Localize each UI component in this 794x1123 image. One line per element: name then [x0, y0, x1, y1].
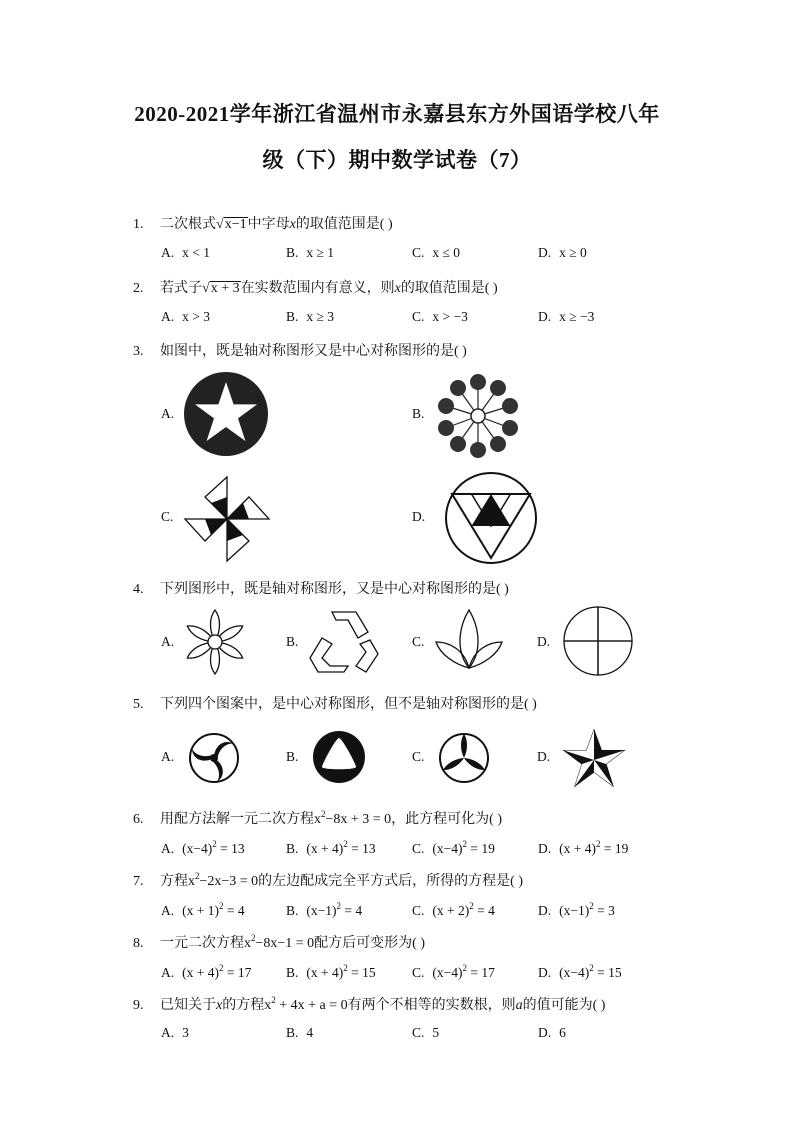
radicand: x−1	[224, 217, 247, 232]
question-number: 2.	[133, 281, 144, 296]
question-text: −8x−1 = 0配方后可变形为( )	[255, 936, 426, 951]
option-text: x ≥ −3	[559, 309, 595, 324]
exponent: 2	[469, 901, 474, 911]
figure-label-c: C.	[412, 634, 425, 649]
option-text: x ≤ 0	[432, 245, 461, 260]
question-text: 如图中，既是轴对称图形又是中心对称图形的是( )	[160, 344, 467, 359]
question-text: 一元二次方程x	[160, 936, 251, 951]
option-text: 6	[559, 1025, 566, 1040]
option-label: D.	[538, 841, 552, 856]
circle-star-figure[interactable]	[182, 370, 270, 458]
question-number: 3.	[133, 344, 144, 359]
option-d[interactable]	[538, 245, 587, 261]
question-number: 1.	[133, 217, 144, 232]
question-number: 7.	[133, 874, 144, 889]
question-2	[133, 277, 498, 297]
option-d[interactable]	[538, 901, 615, 919]
variable: x	[216, 998, 223, 1013]
six-petal-flower-figure[interactable]	[182, 608, 248, 676]
figure-label-a: A.	[161, 634, 175, 649]
option-text: x > −3	[432, 309, 468, 324]
figure-label-b: B.	[286, 749, 299, 764]
exponent: 2	[462, 963, 467, 973]
question-text: 的方程x	[222, 998, 272, 1013]
q7-options	[161, 901, 681, 919]
option-label: A.	[161, 1025, 175, 1040]
figure-label-b: B.	[286, 634, 299, 649]
exponent: 2	[212, 839, 217, 849]
option-a[interactable]	[161, 309, 210, 325]
3d-star-figure[interactable]	[562, 728, 626, 788]
figure-label-d: D.	[537, 634, 551, 649]
option-c[interactable]	[412, 1025, 439, 1041]
lotus-figure[interactable]	[434, 608, 504, 672]
option-rhs: = 4	[341, 903, 363, 918]
exponent: 2	[336, 901, 341, 911]
option-label: B.	[286, 903, 299, 918]
question-text: 的取值范围是( )	[295, 217, 393, 232]
question-text: 方程x	[160, 874, 195, 889]
question-text: −8x + 3 = 0，此方程可化为( )	[325, 812, 503, 827]
option-label: C.	[412, 841, 425, 856]
option-text: 3	[182, 1025, 189, 1040]
option-rhs: = 4	[473, 903, 495, 918]
option-label: B.	[286, 1025, 299, 1040]
quarter-circles-pinwheel-figure[interactable]	[560, 605, 636, 677]
option-text: x > 3	[182, 309, 210, 324]
option-label: C.	[412, 1025, 425, 1040]
question-text: + 4x + a = 0有两个不相等的实数根，则	[275, 998, 516, 1013]
option-c[interactable]	[412, 839, 495, 857]
circle-three-leaves-figure[interactable]	[438, 732, 490, 784]
question-number: 4.	[133, 582, 144, 597]
option-text: 5	[432, 1025, 440, 1040]
flower-of-circles-figure[interactable]	[432, 372, 524, 460]
option-label: A.	[161, 309, 175, 324]
exponent: 2	[595, 839, 601, 849]
option-text: x ≥ 1	[306, 245, 335, 260]
option-b[interactable]	[286, 245, 334, 261]
question-text: 的值可能为( )	[522, 998, 606, 1013]
option-b[interactable]	[286, 901, 362, 919]
exponent: 2	[195, 871, 200, 881]
variable: a	[515, 998, 523, 1013]
question-text: 在实数范围内有意义，则	[240, 281, 395, 296]
question-text: 若式子	[160, 281, 202, 296]
option-c[interactable]	[412, 245, 460, 261]
q6-options	[161, 839, 681, 857]
option-base: (x−4)	[559, 965, 590, 980]
question-text: 二次根式	[160, 217, 216, 232]
option-base: (x + 1)	[182, 903, 219, 918]
option-text: x < 1	[182, 245, 210, 260]
exponent: 2	[271, 995, 276, 1005]
question-6	[133, 808, 502, 828]
option-c[interactable]	[412, 309, 468, 325]
option-d[interactable]	[538, 1025, 566, 1041]
option-rhs: = 17	[467, 965, 495, 980]
option-base: (x + 4)	[306, 841, 344, 856]
option-rhs: = 15	[347, 965, 376, 980]
option-base: (x + 2)	[432, 903, 470, 918]
option-d[interactable]	[538, 839, 628, 857]
option-base: (x−4)	[432, 841, 463, 856]
option-label: B.	[286, 841, 299, 856]
circle-triangles-figure[interactable]	[442, 470, 540, 566]
exponent: 2	[462, 839, 467, 849]
question-text: 用配方法解一元二次方程x	[160, 812, 321, 827]
option-rhs: = 19	[600, 841, 629, 856]
question-7	[133, 870, 523, 890]
option-label: C.	[412, 245, 425, 260]
question-text: 下列图形中，既是轴对称图形，又是中心对称图形的是( )	[160, 582, 509, 597]
option-label: D.	[538, 1025, 552, 1040]
exponent: 2	[589, 963, 594, 973]
sqrt-sign: √	[202, 281, 210, 296]
exponent: 2	[343, 839, 348, 849]
option-a[interactable]	[161, 963, 251, 981]
question-text: 已知关于	[160, 998, 216, 1013]
option-a[interactable]	[161, 245, 210, 261]
option-rhs: = 13	[347, 841, 376, 856]
option-label: D.	[538, 309, 552, 324]
option-rhs: = 4	[223, 903, 245, 918]
option-base: (x + 4)	[306, 965, 344, 980]
figure-label-c: C.	[161, 509, 174, 524]
question-4	[133, 578, 509, 598]
option-text: 4	[306, 1025, 314, 1040]
question-number: 9.	[133, 998, 144, 1013]
option-label: B.	[286, 965, 299, 980]
figure-label-a: A.	[161, 406, 175, 421]
radicand: x + 3	[210, 281, 240, 296]
option-label: C.	[412, 903, 425, 918]
option-label: A.	[161, 245, 175, 260]
option-label: C.	[412, 965, 425, 980]
question-1	[133, 213, 393, 233]
pinwheel-figure[interactable]	[180, 472, 274, 566]
option-label: D.	[538, 965, 552, 980]
question-number: 6.	[133, 812, 144, 827]
variable: x	[289, 217, 296, 232]
option-rhs: = 13	[216, 841, 245, 856]
title-line-2: 级（下）期中数学试卷（7）	[262, 148, 532, 172]
option-d[interactable]	[538, 963, 622, 981]
question-3	[133, 340, 467, 360]
figure-label-c: C.	[412, 749, 425, 764]
question-text: 中字母	[247, 217, 290, 232]
question-text: 下列四个图案中，是中心对称图形，但不是轴对称图形的是( )	[160, 697, 537, 712]
exponent: 2	[589, 901, 594, 911]
exponent: 2	[321, 809, 326, 819]
black-circle-triangle-figure[interactable]	[312, 730, 366, 784]
variable: x	[394, 281, 401, 296]
question-text: 的取值范围是( )	[400, 281, 498, 296]
option-base: (x + 4)	[182, 965, 219, 980]
option-a[interactable]	[161, 839, 245, 857]
option-rhs: = 15	[593, 965, 622, 980]
q1-options	[161, 245, 681, 263]
option-d[interactable]	[538, 309, 594, 325]
question-text: −2x−3 = 0的左边配成完全平方式后，所得的方程是( )	[199, 874, 524, 889]
option-base: (x−4)	[182, 841, 213, 856]
option-rhs: = 19	[467, 841, 495, 856]
question-number: 8.	[133, 936, 144, 951]
option-a[interactable]	[161, 1025, 189, 1041]
figure-label-d: D.	[537, 749, 551, 764]
q9-options	[161, 1025, 681, 1043]
option-base: (x + 4)	[559, 841, 596, 856]
option-text: x ≥ 3	[306, 309, 335, 324]
exponent: 2	[251, 933, 256, 943]
option-label: A.	[161, 903, 175, 918]
question-9	[133, 994, 605, 1014]
option-rhs: = 3	[593, 903, 615, 918]
option-label: B.	[286, 309, 299, 324]
q2-options	[161, 309, 681, 327]
option-b[interactable]	[286, 309, 334, 325]
option-base: (x−1)	[306, 903, 337, 918]
option-b[interactable]	[286, 963, 376, 981]
q8-options	[161, 963, 681, 981]
option-label: C.	[412, 309, 425, 324]
option-b[interactable]	[286, 1025, 313, 1041]
question-5	[133, 693, 537, 713]
sqrt-sign: √	[216, 217, 224, 232]
option-label: D.	[538, 245, 552, 260]
option-label: D.	[538, 903, 552, 918]
option-text: x ≥ 0	[559, 245, 587, 260]
option-c[interactable]	[412, 901, 495, 919]
triskelion-figure[interactable]	[188, 732, 240, 784]
option-label: A.	[161, 841, 175, 856]
title-line-1: 2020-2021学年浙江省温州市永嘉县东方外国语学校八年	[134, 102, 660, 126]
option-base: (x−1)	[559, 903, 590, 918]
option-c[interactable]	[412, 963, 495, 981]
option-a[interactable]	[161, 901, 245, 919]
exponent: 2	[218, 963, 224, 973]
option-b[interactable]	[286, 839, 376, 857]
option-label: A.	[161, 965, 175, 980]
exponent: 2	[343, 963, 348, 973]
question-number: 5.	[133, 697, 144, 712]
recycle-figure[interactable]	[308, 610, 380, 674]
figure-label-a: A.	[161, 749, 175, 764]
figure-label-d: D.	[412, 509, 426, 524]
option-base: (x−4)	[432, 965, 463, 980]
question-8	[133, 932, 425, 952]
figure-label-b: B.	[412, 406, 425, 421]
exponent: 2	[218, 901, 224, 911]
option-rhs: = 17	[223, 965, 252, 980]
option-label: B.	[286, 245, 299, 260]
